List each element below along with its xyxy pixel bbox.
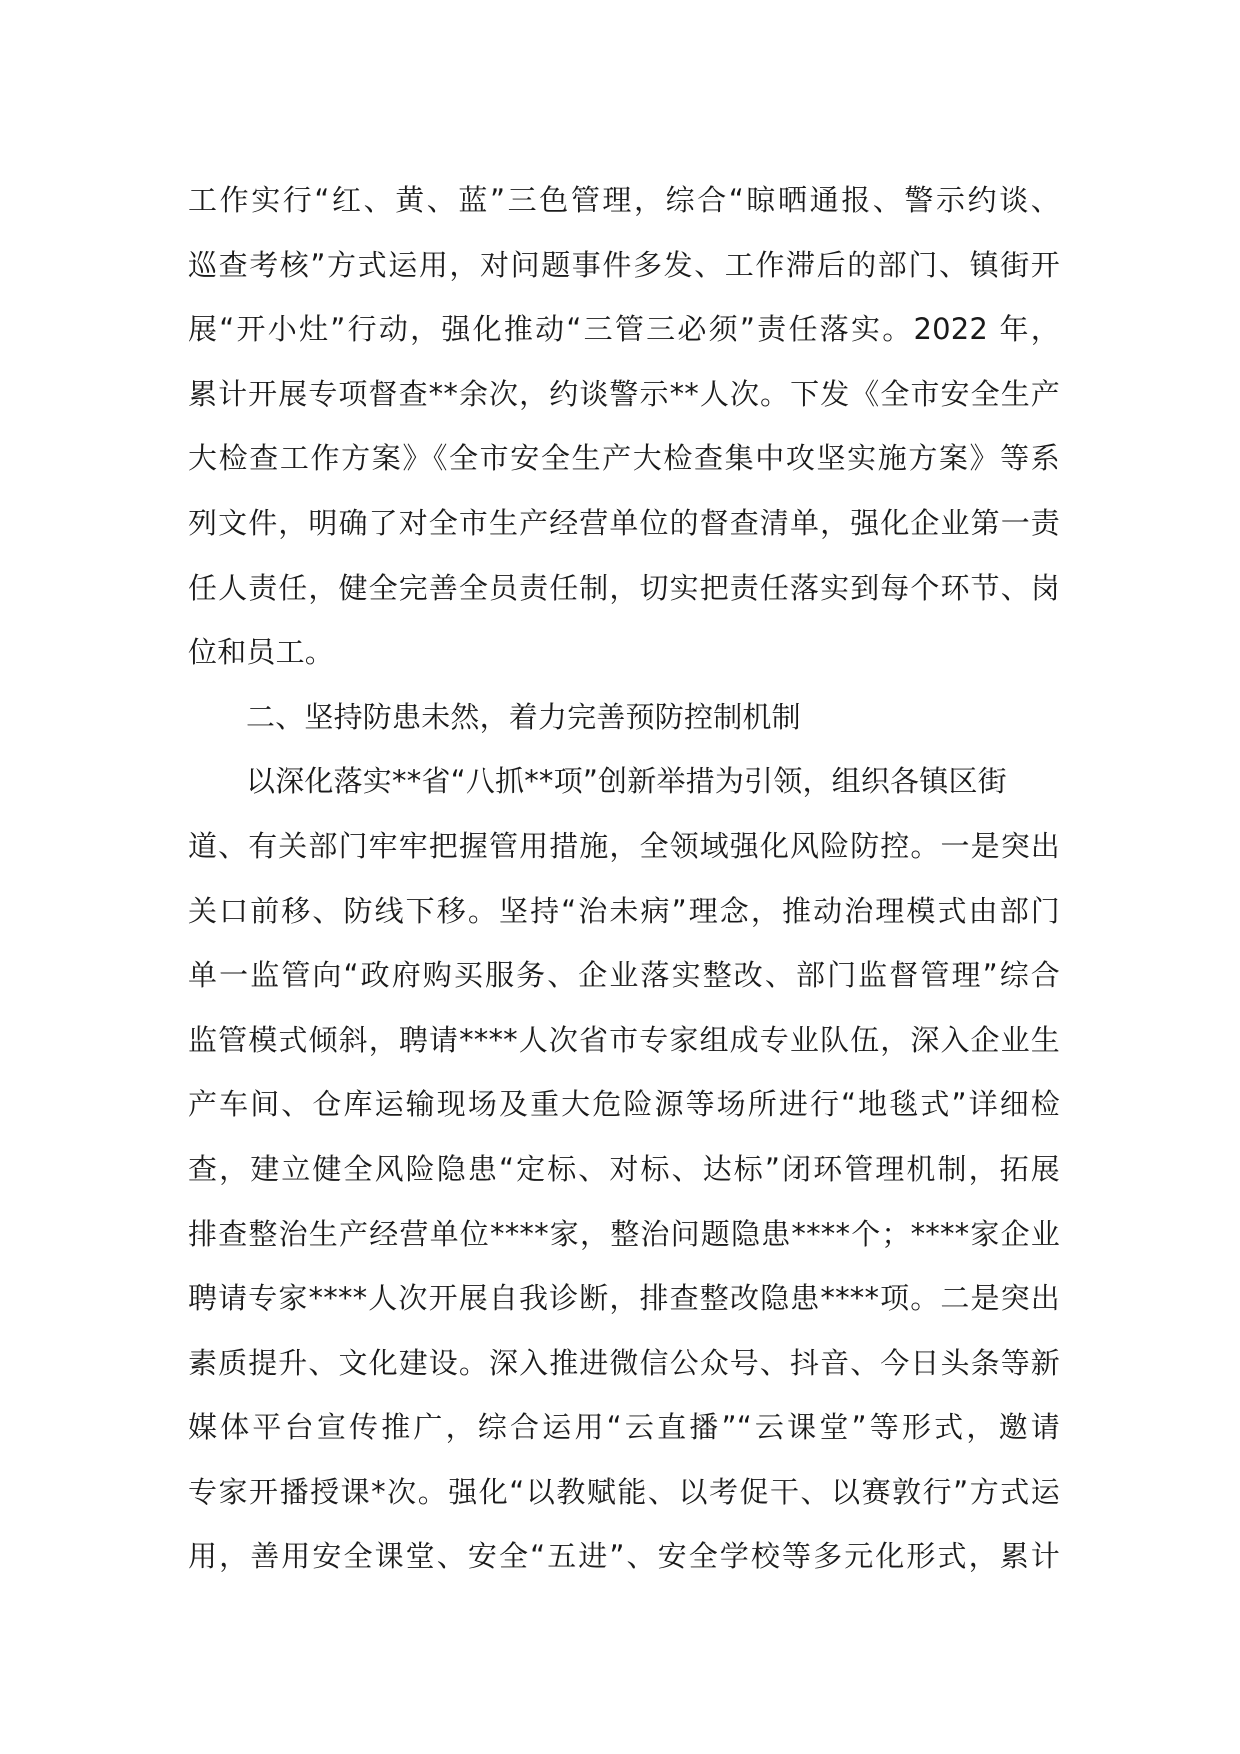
section-heading: 二、坚持防患未然，着力完善预防控制机制 (246, 699, 801, 734)
paragraph-responsibility (188, 168, 1060, 685)
document-body (188, 168, 1060, 1589)
text-line: 累计开展专项督查**余次，约谈警示**人次。下发《全市安全生产 (188, 376, 1060, 411)
paragraph-prevention (188, 749, 1060, 1589)
text-line: 监管模式倾斜，聘请****人次省市专家组成专业队伍，深入企业生 (188, 1022, 1060, 1057)
text-line: 排查整治生产经营单位****家，整治问题隐患****个；****家企业 (188, 1216, 1060, 1251)
text-line: 任人责任，健全完善全员责任制，切实把责任落实到每个环节、岗 (188, 570, 1060, 605)
text-line: 大检查工作方案》《全市安全生产大检查集中攻坚实施方案》等系 (188, 441, 1060, 476)
text-line: 位和员工。 (188, 635, 335, 670)
text-line: 媒体平台宣传推广，综合运用“云直播”“云课堂”等形式，邀请 (188, 1410, 1060, 1445)
text-line: 用，善用安全课堂、安全“五进”、安全学校等多元化形式，累计 (188, 1539, 1060, 1574)
text-line: 专家开播授课*次。强化“以教赋能、以考促干、以赛敦行”方式运 (188, 1474, 1060, 1509)
text-line: 聘请专家****人次开展自我诊断，排查整改隐患****项。二是突出 (188, 1281, 1060, 1316)
text-line: 产车间、仓库运输现场及重大危险源等场所进行“地毯式”详细检 (188, 1087, 1060, 1122)
text-line: 道、有关部门牢牢把握管用措施，全领域强化风险防控。一是突出 (188, 828, 1060, 863)
text-line: 查，建立健全风险隐患“定标、对标、达标”闭环管理机制，拓展 (188, 1151, 1060, 1186)
text-line: 以深化落实**省“八抓**项”创新举措为引领，组织各镇区街 (246, 764, 1007, 799)
text-line: 素质提升、文化建设。深入推进微信公众号、抖音、今日头条等新 (188, 1345, 1060, 1380)
text-line: 单一监管向“政府购买服务、企业落实整改、部门监督管理”综合 (188, 958, 1060, 993)
text-line: 巡查考核”方式运用，对问题事件多发、工作滞后的部门、镇街开 (188, 247, 1060, 282)
text-line: 关口前移、防线下移。坚持“治未病”理念，推动治理模式由部门 (188, 893, 1060, 928)
text-line: 列文件，明确了对全市生产经营单位的督查清单，强化企业第一责 (188, 505, 1060, 540)
text-line: 工作实行“红、黄、蓝”三色管理，综合“晾晒通报、警示约谈、 (188, 183, 1060, 217)
text-line: 展“开小灶”行动，强化推动“三管三必须”责任落实。2022 年， (188, 312, 1060, 347)
